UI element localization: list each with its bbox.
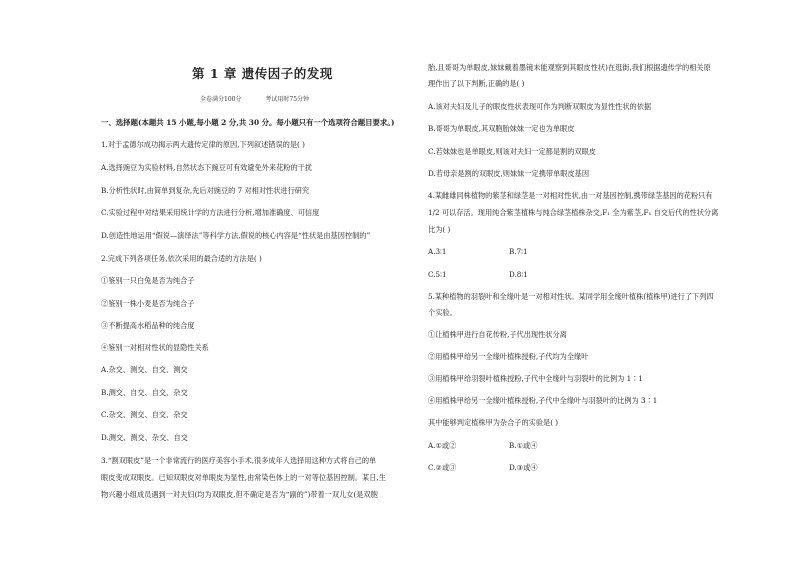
full-score: 全卷满分100分: [200, 96, 242, 103]
question-2-option-a: A.杂交、测交、自交、测交: [101, 365, 188, 374]
question-5-option-a: A.①或②: [428, 441, 457, 450]
question-3-line-1: 3.“割双眼皮”是一个非常流行的医疗美容小手术,很多成年人选择用这种方式将自己的单: [101, 456, 377, 465]
question-4-option-a: A.3∶1: [428, 247, 447, 256]
question-2-item-2: ②鉴别一株小麦是否为纯合子: [101, 299, 195, 308]
page-title: 第 1 章 遗传因子的发现: [192, 66, 333, 81]
question-1-option-a: A.选择豌豆为实验材料,自然状态下豌豆可有效避免外来花粉的干扰: [101, 163, 313, 172]
question-1-stem: 1.对于孟德尔成功揭示两大遗传定律的原因,下列叙述错误的是( ): [101, 140, 305, 149]
question-4-line-1: 4.某雌雄同株植物的紫茎和绿茎是一对相对性状,由一对基因控制,携带绿茎基因的花粉只有: [428, 191, 713, 200]
section-heading: 一、选择题(本题共 15 小题,每小题 2 分,共 30 分。每小题只有一个选项符合题目要求。): [101, 118, 395, 127]
question-2-option-b: B.测交、自交、自交、杂交: [101, 388, 188, 397]
question-5-stem: 其中能够判定植株甲为杂合子的实验是( ): [428, 418, 559, 427]
question-5-experiment-3: ③用植株甲给羽裂叶植株授粉,子代中全缘叶与羽裂叶的比例为 1∶1: [428, 374, 643, 383]
question-4-line-3: 比为( ): [428, 225, 451, 234]
question-3-option-a: A.该对夫妇及儿子的眼皮性状表现可作为判断双眼皮为显性性状的依据: [428, 102, 652, 111]
question-5-option-c: C.②或③: [428, 463, 457, 472]
question-5-experiment-1: ①让植株甲进行自花传粉,子代出现性状分离: [428, 330, 567, 339]
question-1-option-b: B.分析性状时,由简单到复杂,先后对豌豆的 7 对相对性状进行研究: [101, 186, 310, 195]
question-3-cont-line-1: 胎,且哥哥为单眼皮,妹妹戴着墨镜未能观察到其眼皮性状)在逛街,我们根据遗传学的相关原: [428, 63, 711, 72]
question-3-option-c: C.若妹妹也是单眼皮,则该对夫妇一定都是割的双眼皮: [428, 147, 596, 156]
question-5-line-2: 个实验。: [428, 308, 457, 317]
question-2-item-4: ④鉴别一对相对性状的显隐性关系: [101, 343, 209, 352]
exam-meta: [200, 94, 331, 103]
question-4-option-c: C.5∶1: [428, 270, 447, 279]
question-2-item-3: ③不断提高水稻品种的纯合度: [101, 321, 195, 330]
question-4-option-d: D.8∶1: [509, 270, 528, 279]
question-4-option-b: B.7∶1: [509, 247, 528, 256]
question-1-option-c: C.实验过程中对结果采用统计学的方法进行分析,增加准确度、可信度: [101, 208, 320, 217]
time-limit: 考试用时75分钟: [265, 96, 310, 103]
question-4-line-2: 1/2 可以存活。现用纯合紫茎植株与纯合绿茎植株杂交,F₁ 全为紫茎,F₁ 自交后代的性状分离: [428, 208, 719, 217]
question-3-option-d: D.若母亲是割的双眼皮,则妹妹一定携带单眼皮基因: [428, 169, 590, 178]
question-5-option-d: D.③或④: [509, 463, 538, 472]
question-2-option-d: D.测交、测交、杂交、自交: [101, 433, 188, 442]
question-5-option-b: B.①或④: [509, 441, 538, 450]
question-2-item-1: ①鉴别一只白兔是否为纯合子: [101, 276, 195, 285]
question-2-stem: 2.完成下列各项任务,依次采用的最合适的方法是( ): [101, 254, 262, 263]
question-1-option-d: D.创造性地运用“假说—演绎法”等科学方法,假说的核心内容是“性状是由基因控制的”: [101, 231, 371, 240]
question-3-cont-line-2: 理作出了以下判断,正确的是( ): [428, 79, 525, 88]
question-3-line-3: 物兴趣小组成员遇到一对夫妇(均为双眼皮,但不确定是否为“副的”)带着一双儿女(是双胞: [101, 490, 378, 499]
question-3-option-b: B.哥哥为单眼皮,其双胞胎妹妹一定也为单眼皮: [428, 124, 575, 133]
question-2-option-c: C.杂交、测交、自交、杂交: [101, 410, 188, 419]
question-5-line-1: 5.某种植物的羽裂叶和全缘叶是一对相对性状。某同学用全缘叶植株(植株甲)进行了下列四: [428, 292, 714, 301]
question-3-line-2: 眼皮变成双眼皮。已知双眼皮对单眼皮为显性,由常染色体上的一对等位基因控制。某日,生: [101, 473, 386, 482]
question-5-experiment-4: ④用植株甲给另一全缘叶植株授粉,子代中全缘叶与羽裂叶的比例为 3∶1: [428, 396, 658, 405]
question-5-experiment-2: ②用植株甲给另一全缘叶植株授粉,子代均为全缘叶: [428, 352, 589, 361]
